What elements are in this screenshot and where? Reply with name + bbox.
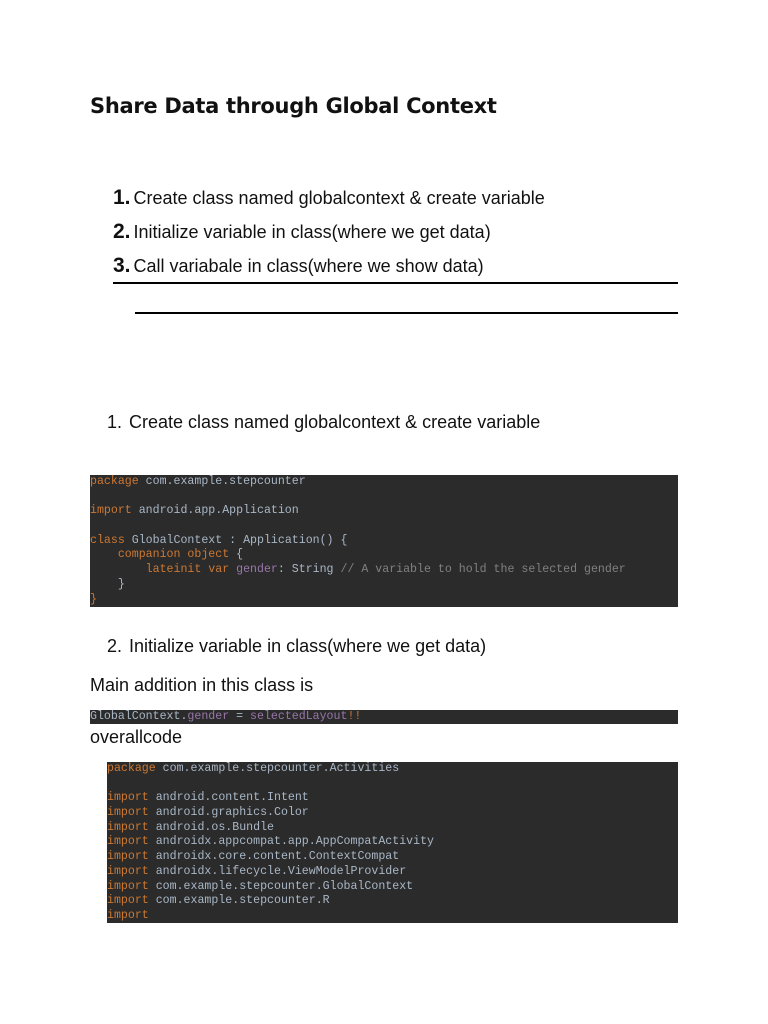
toc-text: Call variabale in class(where we show data) <box>133 256 484 276</box>
code-text: com.example.stepcounter.Activities <box>155 762 400 775</box>
toc-item <box>113 186 678 220</box>
code-keyword: import <box>107 835 149 849</box>
toc-text: Create class named globalcontext & create variable <box>133 188 545 208</box>
code-line <box>107 762 678 777</box>
code-field: gender <box>229 563 278 577</box>
table-of-contents <box>113 186 678 288</box>
code-line <box>107 894 678 909</box>
code-text: android.os.Bundle <box>148 820 274 834</box>
section-heading <box>107 636 486 657</box>
code-line <box>90 475 678 490</box>
code-text: = <box>229 710 251 723</box>
code-keyword: import <box>107 908 149 922</box>
code-text: : String <box>277 563 334 577</box>
code-line <box>107 880 678 895</box>
code-line <box>90 534 678 549</box>
section-text: Create class named globalcontext & create variable <box>129 412 541 432</box>
code-line <box>107 865 678 880</box>
code-keyword: companion object <box>90 548 230 562</box>
code-line <box>90 593 678 608</box>
code-field: gender <box>187 710 230 723</box>
code-line <box>107 909 678 923</box>
code-text: } <box>90 577 125 591</box>
code-line <box>107 835 678 850</box>
code-keyword: lateinit var <box>90 563 230 577</box>
section-text: Initialize variable in class(where we get data) <box>129 636 487 656</box>
code-block <box>107 762 678 923</box>
code-text: { <box>229 548 244 562</box>
code-line <box>90 578 678 593</box>
code-keyword: import <box>90 504 132 518</box>
code-keyword: import <box>107 894 149 908</box>
section-number: 2. <box>107 636 123 656</box>
code-text: android.content.Intent <box>148 791 309 805</box>
code-keyword: class <box>90 533 125 547</box>
code-keyword: !! <box>347 710 362 723</box>
divider <box>113 282 678 284</box>
code-line <box>90 519 678 534</box>
code-keyword: import <box>107 806 149 820</box>
code-line <box>90 548 678 563</box>
code-text: androidx.core.content.ContextCompat <box>148 850 400 864</box>
toc-number: 1. <box>113 186 131 209</box>
code-text: com.example.stepcounter.GlobalContext <box>148 879 414 893</box>
code-keyword: import <box>107 850 149 864</box>
code-text: androidx.appcompat.app.AppCompatActivity <box>148 835 435 849</box>
code-text: com.example.stepcounter.R <box>148 894 330 908</box>
section-number: 1. <box>107 412 123 432</box>
code-line <box>107 850 678 865</box>
code-keyword: package <box>90 475 139 488</box>
code-field: selectedLayout <box>250 710 348 723</box>
toc-number: 2. <box>113 220 131 243</box>
toc-number: 3. <box>113 254 131 277</box>
code-text: com.example.stepcounter <box>138 475 306 488</box>
code-snippet <box>90 710 678 724</box>
toc-text: Initialize variable in class(where we get data) <box>133 222 491 242</box>
code-text: android.app.Application <box>131 504 299 518</box>
section-heading <box>107 412 540 433</box>
code-text: GlobalContext : Application() { <box>124 533 348 547</box>
code-keyword: import <box>107 879 149 893</box>
code-keyword: import <box>107 820 149 834</box>
code-line <box>90 563 678 578</box>
code-line <box>90 504 678 519</box>
code-line <box>107 821 678 836</box>
toc-item <box>113 220 678 254</box>
page-title: Share Data through Global Context <box>90 94 497 118</box>
code-text: } <box>90 592 97 606</box>
code-text: GlobalContext. <box>90 710 188 723</box>
code-keyword: import <box>107 864 149 878</box>
code-line <box>107 806 678 821</box>
code-text: androidx.lifecycle.ViewModelProvider <box>148 864 407 878</box>
code-line <box>90 490 678 505</box>
code-keyword: package <box>107 762 156 775</box>
paragraph: Main addition in this class is <box>90 675 314 695</box>
code-line <box>107 777 678 792</box>
code-line <box>107 791 678 806</box>
paragraph: overallcode <box>90 727 183 747</box>
divider <box>135 312 678 314</box>
code-block <box>90 475 678 607</box>
code-text: android.graphics.Color <box>148 806 309 820</box>
code-comment: // A variable to hold the selected gender <box>333 563 626 577</box>
code-keyword: import <box>107 791 149 805</box>
